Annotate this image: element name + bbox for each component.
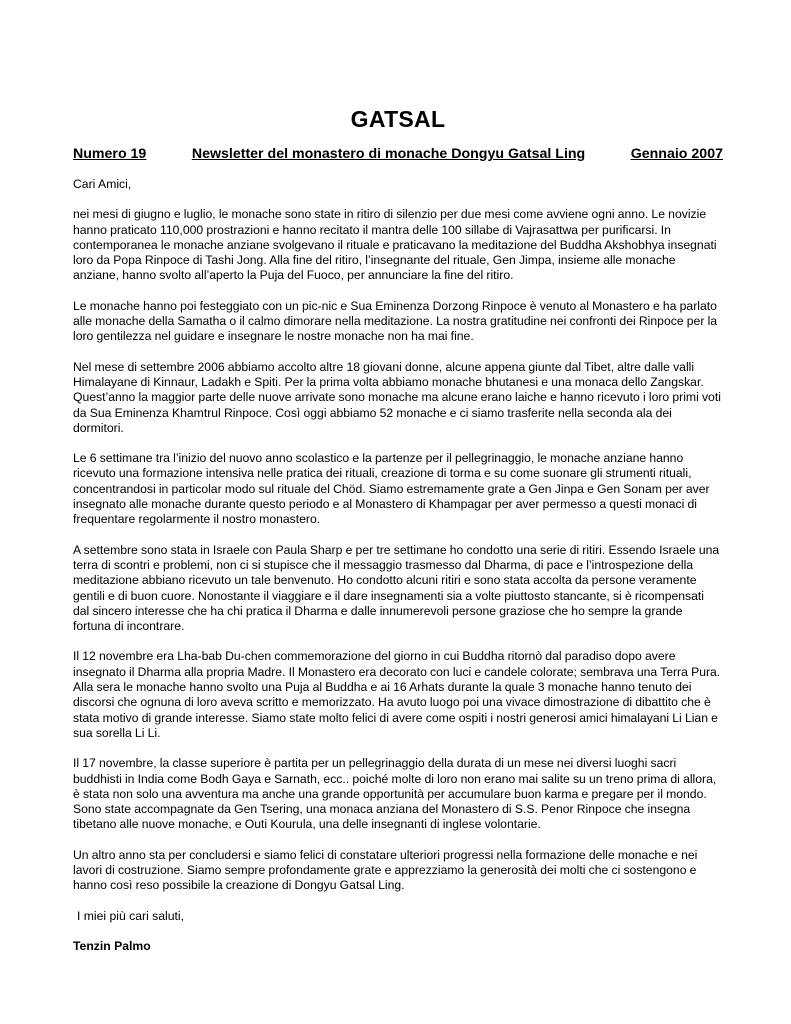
paragraph-year-end: Un altro anno sta per concludersi e siamo felici di constatare ulteriori progressi nella formazione delle monache e nei lavori di costruzione. Siamo sempre profondamente grate e apprezziamo la generosità dei molti che ci sostengono e hanno così reso possibile la creazione di Dongyu Gatsal Ling.	[73, 847, 698, 893]
greeting: Cari Amici,	[73, 177, 132, 191]
paragraph-picnic: Le monache hanno poi festeggiato con un pic-nic e Sua Eminenza Dorzong Rinpoce è venuto al Monastero e ha parlato alle monache della Samatha o il calmo dimorare nella meditazione. La nostra gratitudine nei confronti dei Rinpoce per la loro gentilezza nel guidare e insegnare le nostre monache non ha mai fine.	[73, 298, 718, 344]
newsletter-page	[73, 104, 723, 969]
paragraph-new-nuns: Nel mese di settembre 2006 abbiamo accolto altre 18 giovani donne, alcune appena giunte dal Tibet, altre dalle valli Himalayane di Kinnaur, Ladakh e Spiti. Per la prima volta abbiamo monache bhutanesi e una monaca dello Zangskar. Quest’anno la maggior parte delle nuove arrivate sono monache ma alcune erano laiche e hanno ricevuto i loro primi voti da Sua Eminenza Khamtrul Rinpoce. Così oggi abbiamo 52 monache e ci siamo trasferite nella seconda ala dei dormitori.	[73, 359, 721, 435]
paragraph-ritual-training: Le 6 settimane tra l’inizio del nuovo anno scolastico e la partenze per il pellegrinaggio, le monache anziane hanno ricevuto una formazione intensiva nelle pratica dei rituali, creazione di torma e su come suonare gli strumenti rituali, concentrandosi in particolar modo sul rituale del Chöd. Siamo estremamente grate a Gen Jinpa e Gen Sonam per aver insegnato alle monache durante questo periodo e al Monastero di Khampagar per aver permesso a questi monaci di frequentare regolarmente il nostro monastero.	[73, 451, 710, 527]
paragraph-lha-bab: Il 12 novembre era Lha-bab Du-chen commemorazione del giorno in cui Buddha ritornò dal paradiso dopo avere insegnato il Dharma alla propria Madre. Il Monastero era decorato con luci e candele colorate; sembrava una Terra Pura. Alla sera le monache hanno svolto una Puja al Buddha e ai 16 Arhats durante la quale 3 monache hanno tenuto dei discorsi che ognuna di loro aveva scritto e memorizzato. Ha avuto luogo poi una vivace dimostrazione di dibattito che è stata motivo di grande interesse. Siamo state molto felici di avere come ospiti i nostri generosi amici himalayani Li Lian e sua sorella Li Li.	[73, 649, 721, 740]
issue-number: Numero 19	[73, 146, 147, 162]
issue-date: Gennaio 2007	[630, 146, 723, 162]
newsletter-subtitle	[73, 146, 723, 163]
paragraph-israel: A settembre sono stata in Israele con Paula Sharp e per tre settimane ho condotto una serie di ritiri. Essendo Israele una terra di scontri e problemi, non ci si stupisce che il messaggio trasmesso dal Dharma, di pace e l’introspezione della meditazione abbiano ricevuto un tale benvenuto. Ho condotto alcuni ritiri e sono stata accolta da persone veramente gentili e di buon cuore. Nonostante il viaggiare e il dare insegnamenti sia a volte piuttosto stancante, si è ricompensati dal sincero interesse che ha chi pratica il Dharma e dalle innumerevoli persone graziose che ho sempre la grande fortuna di incontrare.	[73, 542, 720, 634]
paragraph-retreat: nei mesi di giugno e luglio, le monache sono state in ritiro di silenzio per due mesi come avviene ogni anno. Le novizie hanno praticato 110,000 prostrazioni e hanno recitato il mantra delle 100 sillabe di Vajrasattwa per purificarsi. In contemporanea le monache anziane svolgevano il rituale e praticavano la meditazione del Buddha Akshobhya insegnati loro da Popa Rinpoce di Tashi Jong. Alla fine del ritiro, l’insegnante del rituale, Gen Jimpa, insieme alle monache anziane, hanno svolto all’aperto la Puja del Fuoco, per annunciare la fine del ritiro.	[73, 207, 717, 283]
newsletter-title: GATSAL	[350, 106, 446, 132]
closing: I miei più cari saluti,	[77, 908, 185, 923]
newsletter-description: Newsletter del monastero di monache Dongyu Gatsal Ling	[191, 146, 586, 162]
paragraph-pilgrimage: Il 17 novembre, la classe superiore è partita per un pellegrinaggio della durata di un mese nei diversi luoghi sacri buddhisti in India come Bodh Gaya e Sarnath, ecc.. poiché molte di loro non erano mai salite su un treno prima di allora, è stata non solo una avventura ma anche una grande opportunità per accumulare buon karma e pregare per il mondo. Sono state accompagnate da Gen Tsering, una monaca anziana del Monastero di S.S. Penor Rinpoce che insegna tibetano alle nuove monache, e Outi Kourula, una delle insegnanti di inglese volontarie.	[73, 756, 717, 832]
signature: Tenzin Palmo	[73, 938, 151, 953]
